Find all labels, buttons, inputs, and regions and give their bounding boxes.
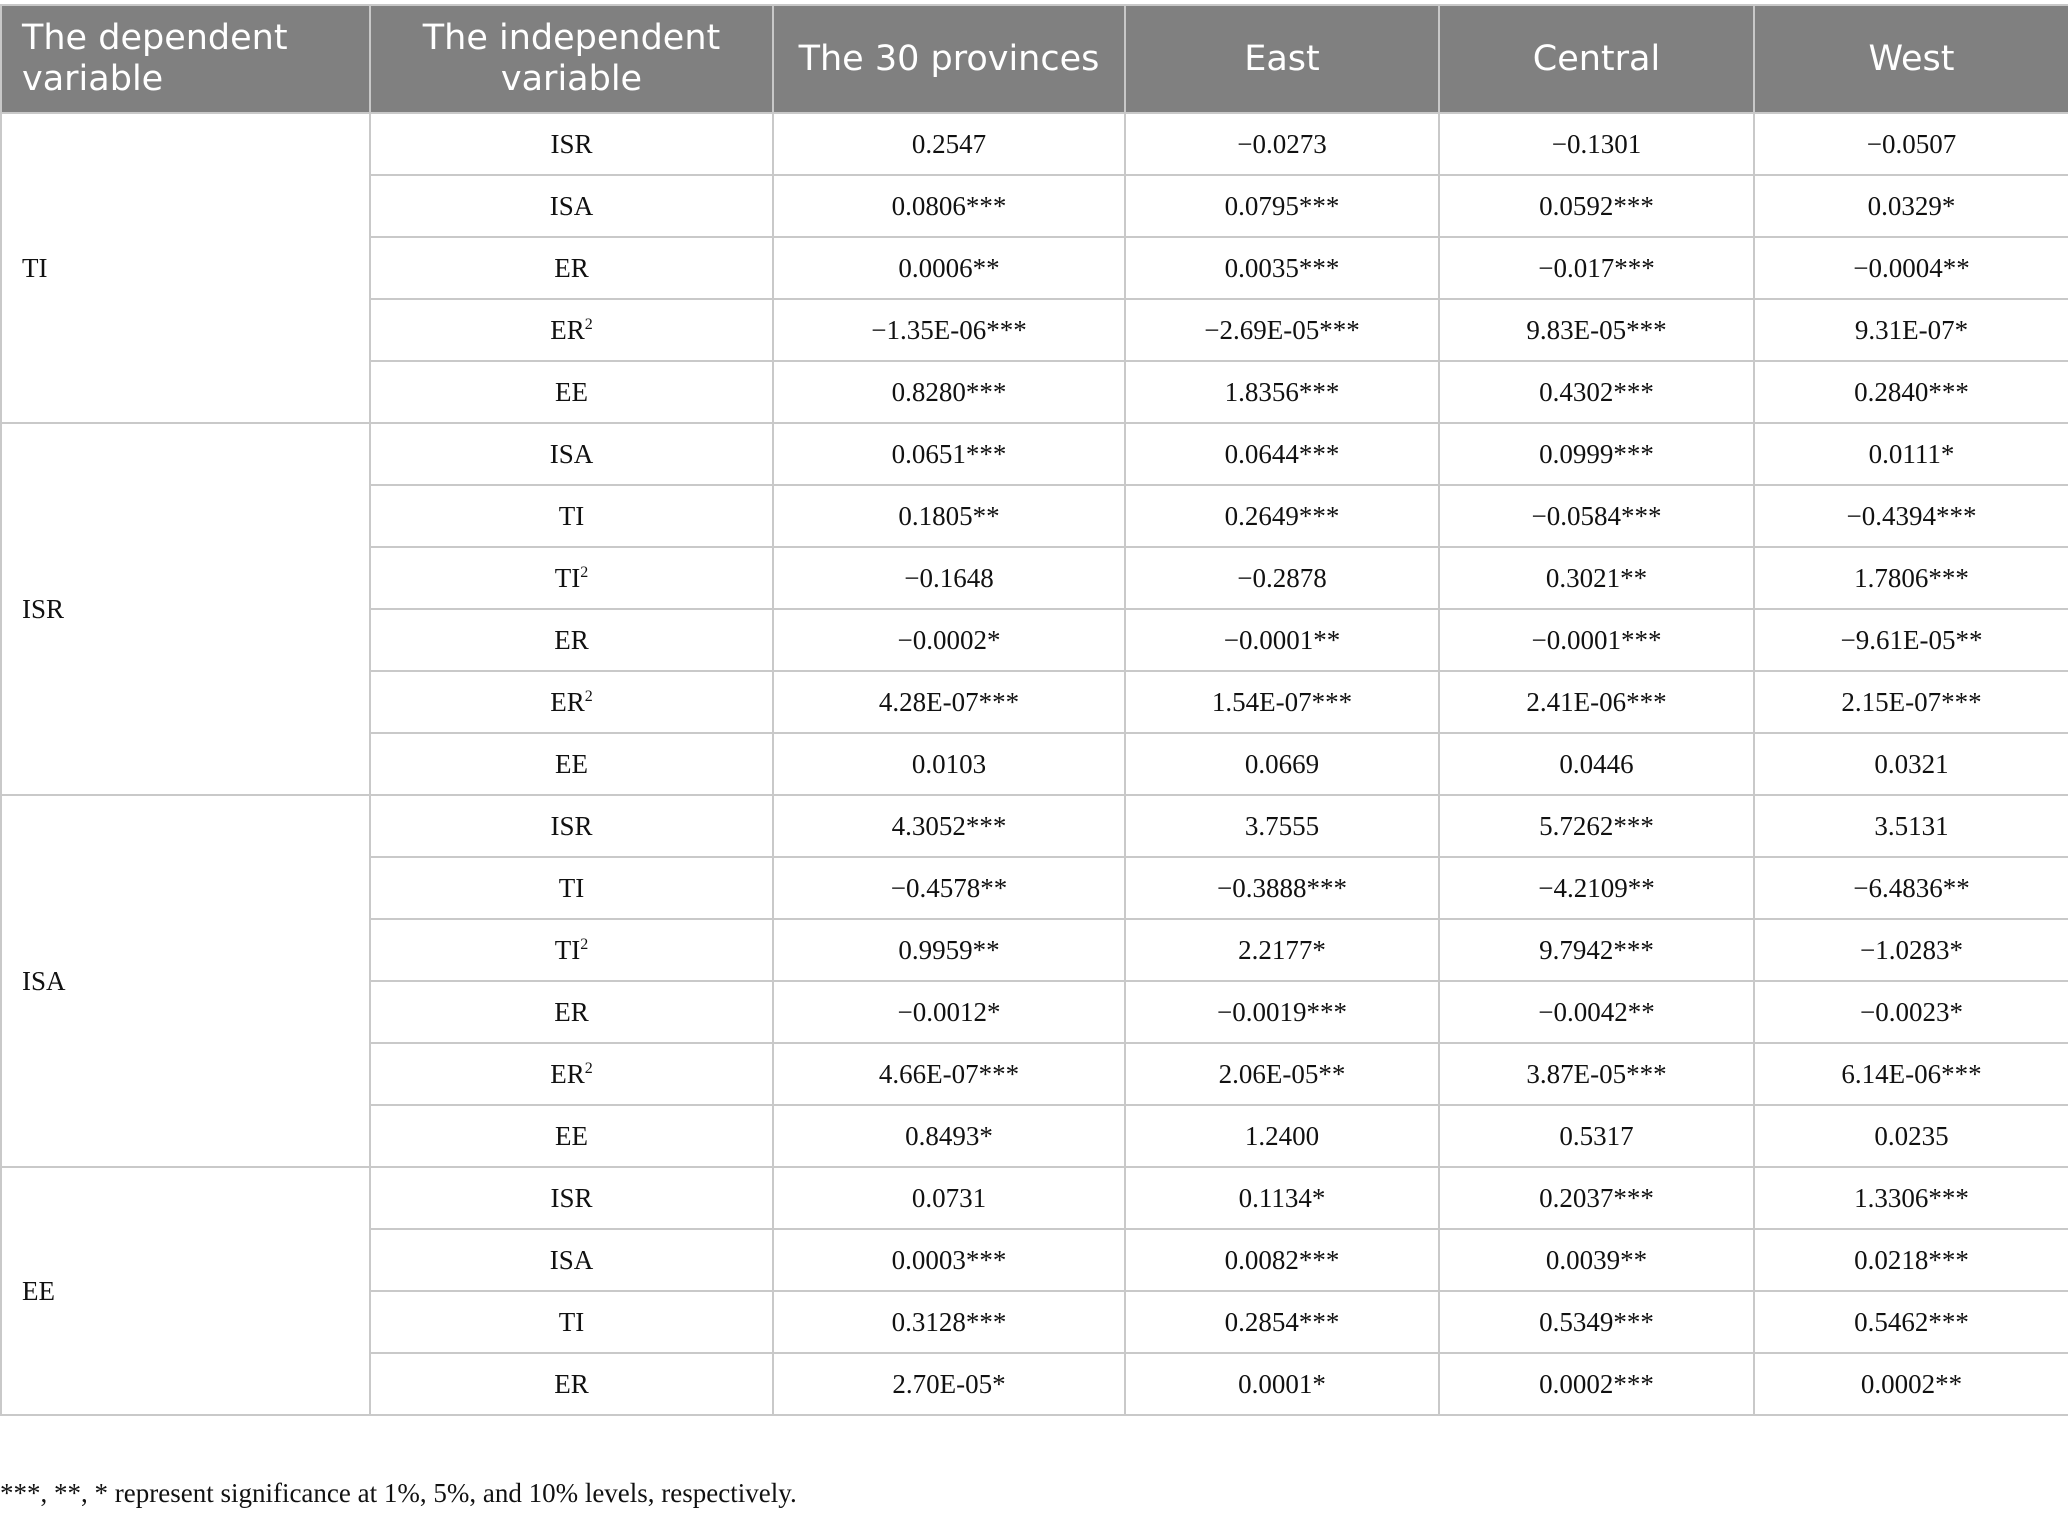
value-30-provinces: −0.0002* — [773, 609, 1125, 671]
value-east: 0.0795*** — [1125, 175, 1439, 237]
value-central: −0.017*** — [1439, 237, 1754, 299]
value-west: 0.5462*** — [1754, 1291, 2068, 1353]
value-west: 9.31E-07* — [1754, 299, 2068, 361]
dependent-variable-cell: TI — [1, 113, 370, 423]
squared-superscript: 2 — [584, 315, 593, 333]
value-central: 0.0446 — [1439, 733, 1754, 795]
independent-variable-cell — [370, 547, 773, 609]
squared-superscript: 2 — [584, 687, 593, 705]
value-30-provinces: 0.3128*** — [773, 1291, 1125, 1353]
variable-name: ISA — [549, 1244, 594, 1275]
variable-name: ISR — [550, 810, 593, 841]
value-west: 1.7806*** — [1754, 547, 2068, 609]
value-central: 9.7942*** — [1439, 919, 1754, 981]
variable-name: ISA — [549, 438, 594, 469]
independent-variable-cell — [370, 1105, 773, 1167]
table-row — [1, 1167, 2068, 1229]
value-central: 0.5349*** — [1439, 1291, 1754, 1353]
independent-variable-cell — [370, 175, 773, 237]
value-central: 0.3021** — [1439, 547, 1754, 609]
independent-variable-cell — [370, 299, 773, 361]
value-east: −0.2878 — [1125, 547, 1439, 609]
value-central: −0.0042** — [1439, 981, 1754, 1043]
value-west: 0.0321 — [1754, 733, 2068, 795]
independent-variable-cell — [370, 857, 773, 919]
value-east: −0.0273 — [1125, 113, 1439, 175]
value-central: 0.0999*** — [1439, 423, 1754, 485]
value-west: 0.0329* — [1754, 175, 2068, 237]
significance-footnote: ***, **, * represent significance at 1%, 5%, and 10% levels, respectively. — [0, 1478, 797, 1508]
value-30-provinces: 4.3052*** — [773, 795, 1125, 857]
value-west: 0.0002** — [1754, 1353, 2068, 1415]
independent-variable-cell — [370, 1167, 773, 1229]
value-central: 0.0002*** — [1439, 1353, 1754, 1415]
value-west: −6.4836** — [1754, 857, 2068, 919]
table-row — [1, 795, 2068, 857]
value-west: −0.0507 — [1754, 113, 2068, 175]
value-west: 6.14E-06*** — [1754, 1043, 2068, 1105]
value-central: 5.7262*** — [1439, 795, 1754, 857]
dependent-variable-cell: ISA — [1, 795, 370, 1167]
value-30-provinces: 0.0103 — [773, 733, 1125, 795]
value-west: −9.61E-05** — [1754, 609, 2068, 671]
independent-variable-cell — [370, 361, 773, 423]
variable-name: EE — [555, 376, 588, 407]
variable-name: ER — [554, 252, 589, 283]
value-east: 0.0669 — [1125, 733, 1439, 795]
regression-table — [0, 4, 2068, 1416]
value-east: 0.2854*** — [1125, 1291, 1439, 1353]
value-east: 3.7555 — [1125, 795, 1439, 857]
variable-name: ER — [554, 624, 589, 655]
variable-name: EE — [555, 748, 588, 779]
value-east: −0.3888*** — [1125, 857, 1439, 919]
independent-variable-cell — [370, 1353, 773, 1415]
value-east: −2.69E-05*** — [1125, 299, 1439, 361]
independent-variable-cell — [370, 733, 773, 795]
variable-name: ISR — [550, 128, 593, 159]
value-east: 0.2649*** — [1125, 485, 1439, 547]
independent-variable-cell — [370, 1043, 773, 1105]
value-30-provinces: −0.1648 — [773, 547, 1125, 609]
header-west: West — [1754, 5, 2068, 113]
table-header — [1, 5, 2068, 113]
variable-name: ER — [550, 1058, 585, 1089]
variable-name: ER — [550, 314, 585, 345]
variable-name: TI — [554, 934, 581, 965]
dependent-variable-cell: EE — [1, 1167, 370, 1415]
value-30-provinces: 0.0806*** — [773, 175, 1125, 237]
value-east: 0.0082*** — [1125, 1229, 1439, 1291]
value-central: 0.2037*** — [1439, 1167, 1754, 1229]
value-30-provinces: 0.0651*** — [773, 423, 1125, 485]
independent-variable-cell — [370, 609, 773, 671]
value-30-provinces: 2.70E-05* — [773, 1353, 1125, 1415]
value-west: 3.5131 — [1754, 795, 2068, 857]
value-30-provinces: −0.0012* — [773, 981, 1125, 1043]
header-dependent-variable: The dependent variable — [1, 5, 370, 113]
value-30-provinces: −0.4578** — [773, 857, 1125, 919]
value-west: −0.4394*** — [1754, 485, 2068, 547]
variable-name: TI — [558, 872, 585, 903]
value-30-provinces: 0.0006** — [773, 237, 1125, 299]
variable-name: TI — [558, 500, 585, 531]
header-row — [1, 5, 2068, 113]
independent-variable-cell — [370, 1229, 773, 1291]
value-east: −0.0019*** — [1125, 981, 1439, 1043]
variable-name: TI — [558, 1306, 585, 1337]
value-central: 0.4302*** — [1439, 361, 1754, 423]
value-30-provinces: 0.2547 — [773, 113, 1125, 175]
value-east: 2.06E-05** — [1125, 1043, 1439, 1105]
value-30-provinces: 4.28E-07*** — [773, 671, 1125, 733]
value-east: −0.0001** — [1125, 609, 1439, 671]
variable-name: EE — [555, 1120, 588, 1151]
independent-variable-cell — [370, 981, 773, 1043]
value-east: 2.2177* — [1125, 919, 1439, 981]
header-30-provinces: The 30 provinces — [773, 5, 1125, 113]
value-west: 0.0235 — [1754, 1105, 2068, 1167]
value-central: −4.2109** — [1439, 857, 1754, 919]
dependent-variable-cell: ISR — [1, 423, 370, 795]
value-east: 1.8356*** — [1125, 361, 1439, 423]
value-east: 0.1134* — [1125, 1167, 1439, 1229]
value-central: 0.0592*** — [1439, 175, 1754, 237]
value-west: 0.0218*** — [1754, 1229, 2068, 1291]
value-central: 2.41E-06*** — [1439, 671, 1754, 733]
variable-name: TI — [554, 562, 581, 593]
value-west: 2.15E-07*** — [1754, 671, 2068, 733]
value-east: 1.54E-07*** — [1125, 671, 1439, 733]
value-east: 0.0001* — [1125, 1353, 1439, 1415]
value-east: 1.2400 — [1125, 1105, 1439, 1167]
squared-superscript: 2 — [580, 563, 589, 581]
independent-variable-cell — [370, 113, 773, 175]
variable-name: ER — [554, 996, 589, 1027]
value-30-provinces: −1.35E-06*** — [773, 299, 1125, 361]
value-central: −0.1301 — [1439, 113, 1754, 175]
value-east: 0.0035*** — [1125, 237, 1439, 299]
independent-variable-cell — [370, 423, 773, 485]
value-30-provinces: 0.8280*** — [773, 361, 1125, 423]
value-30-provinces: 0.9959** — [773, 919, 1125, 981]
independent-variable-cell — [370, 795, 773, 857]
header-central: Central — [1439, 5, 1754, 113]
value-west: 1.3306*** — [1754, 1167, 2068, 1229]
value-west: −1.0283* — [1754, 919, 2068, 981]
value-west: −0.0023* — [1754, 981, 2068, 1043]
variable-name: ER — [550, 686, 585, 717]
variable-name: ER — [554, 1368, 589, 1399]
squared-superscript: 2 — [580, 935, 589, 953]
value-west: 0.2840*** — [1754, 361, 2068, 423]
value-30-provinces: 0.8493* — [773, 1105, 1125, 1167]
value-30-provinces: 0.0731 — [773, 1167, 1125, 1229]
value-central: −0.0584*** — [1439, 485, 1754, 547]
value-30-provinces: 0.0003*** — [773, 1229, 1125, 1291]
variable-name: ISR — [550, 1182, 593, 1213]
value-central: −0.0001*** — [1439, 609, 1754, 671]
header-independent-variable: The independent variable — [370, 5, 773, 113]
value-west: −0.0004** — [1754, 237, 2068, 299]
table-row — [1, 113, 2068, 175]
independent-variable-cell — [370, 237, 773, 299]
squared-superscript: 2 — [584, 1059, 593, 1077]
value-central: 0.0039** — [1439, 1229, 1754, 1291]
value-30-provinces: 0.1805** — [773, 485, 1125, 547]
value-west: 0.0111* — [1754, 423, 2068, 485]
value-east: 0.0644*** — [1125, 423, 1439, 485]
header-east: East — [1125, 5, 1439, 113]
value-central: 9.83E-05*** — [1439, 299, 1754, 361]
value-central: 0.5317 — [1439, 1105, 1754, 1167]
independent-variable-cell — [370, 485, 773, 547]
table-body — [1, 113, 2068, 1415]
independent-variable-cell — [370, 1291, 773, 1353]
table-row — [1, 423, 2068, 485]
independent-variable-cell — [370, 671, 773, 733]
variable-name: ISA — [549, 190, 594, 221]
value-30-provinces: 4.66E-07*** — [773, 1043, 1125, 1105]
value-central: 3.87E-05*** — [1439, 1043, 1754, 1105]
independent-variable-cell — [370, 919, 773, 981]
